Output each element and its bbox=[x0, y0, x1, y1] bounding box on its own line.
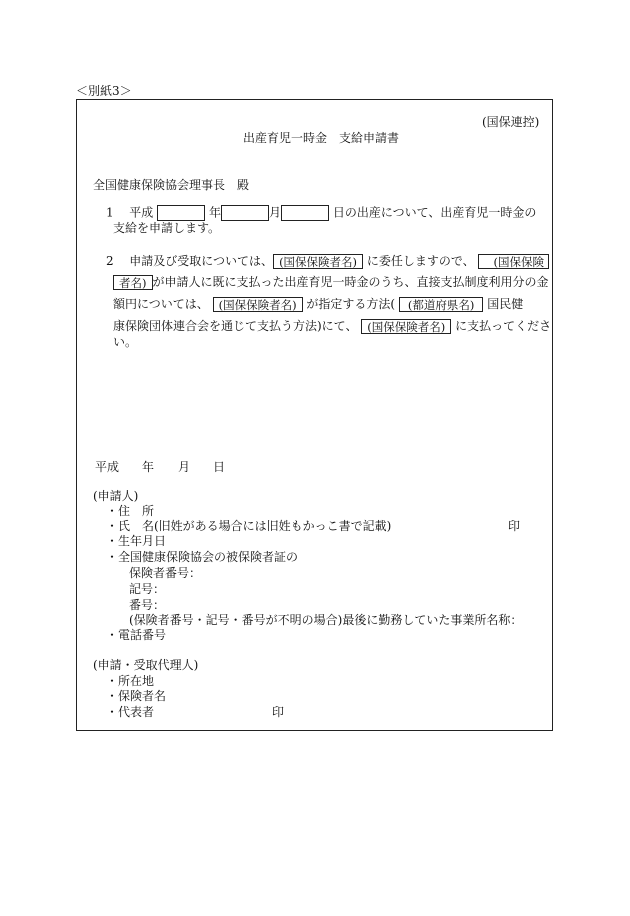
item2-text-1: 申請及び受取については、 bbox=[129, 254, 274, 268]
item2-text-4: 額円については、 bbox=[113, 297, 209, 311]
agent-insurer-name: ・保険者名 bbox=[106, 689, 167, 703]
item1-era: 平成 bbox=[129, 205, 154, 220]
applicant-unknown-case: (保険者番号・記号・番号が不明の場合)最後に勤務していた事業所名称： bbox=[129, 613, 523, 627]
item2-line2 bbox=[113, 275, 549, 290]
applicant-birthdate: ・生年月日 bbox=[106, 534, 167, 548]
item1-line2: 支給を申請します。 bbox=[113, 221, 221, 235]
date-line-month: 月 bbox=[178, 460, 191, 474]
form-title: 出産育児一時金 支給申請書 bbox=[243, 131, 400, 145]
item2-line1 bbox=[106, 254, 549, 269]
date-line-day: 日 bbox=[213, 460, 226, 474]
item1-number: 1 bbox=[106, 205, 114, 220]
item2-text-2: に委任しますので、 bbox=[366, 254, 475, 268]
agent-representative: ・代表者 bbox=[106, 705, 155, 719]
addressee: 全国健康保険協会理事長 殿 bbox=[93, 178, 250, 192]
birth-month-field[interactable] bbox=[221, 205, 269, 221]
date-line-era: 平成 bbox=[95, 460, 120, 474]
birth-year-field[interactable] bbox=[157, 205, 205, 221]
applicant-insurance-card: ・全国健康保険協会の被保険者証の bbox=[106, 550, 299, 564]
item2-line5: い。 bbox=[113, 335, 138, 349]
insurer-name-box-2a: (国保保険 bbox=[478, 254, 549, 269]
item1-year-label: 年 bbox=[208, 205, 221, 220]
insurer-name-box-2b: 者名) bbox=[113, 275, 153, 290]
federation-tag: (国保連控) bbox=[482, 115, 540, 129]
birth-day-field[interactable] bbox=[281, 205, 329, 221]
item2-text-8: に支払ってくださ bbox=[455, 319, 552, 333]
applicant-symbol: 記号： bbox=[129, 582, 166, 596]
item2-line3 bbox=[113, 297, 523, 312]
applicant-phone: ・電話番号 bbox=[106, 628, 167, 642]
item2-text-3: が申請人に既に支払った出産育児一時金のうち、直接支払制度利用分の金 bbox=[152, 275, 549, 289]
item2-text-7: 康保険団体連合会を通じて支払う方法)にて、 bbox=[113, 319, 358, 333]
date-line-year: 年 bbox=[142, 460, 155, 474]
agent-seal: 印 bbox=[272, 705, 285, 719]
item1-day-text: 日の出産について、出産育児一時金の bbox=[332, 205, 537, 220]
insurer-name-box-3: (国保保険者名) bbox=[213, 297, 303, 312]
prefecture-name-box: (都道府県名) bbox=[399, 297, 483, 312]
agent-location: ・所在地 bbox=[106, 674, 155, 688]
agent-heading: (申請・受取代理人) bbox=[93, 658, 199, 672]
insurer-name-box-4: (国保保険者名) bbox=[361, 319, 451, 334]
applicant-number: 番号： bbox=[129, 598, 166, 612]
page-label: ＜別紙3＞ bbox=[76, 84, 132, 98]
item2-text-6: 国民健 bbox=[487, 297, 524, 311]
item2-text-5: が指定する方法( bbox=[306, 297, 396, 311]
applicant-insurer-number: 保険者番号： bbox=[129, 566, 202, 580]
applicant-address: ・住 所 bbox=[106, 504, 155, 518]
item2-line4 bbox=[113, 319, 551, 334]
applicant-seal: 印 bbox=[508, 519, 521, 533]
item2-number: 2 bbox=[106, 254, 114, 268]
insurer-name-box-1: (国保保険者名) bbox=[273, 254, 363, 269]
applicant-heading: (申請人) bbox=[93, 489, 139, 503]
applicant-name: ・氏 名(旧姓がある場合には旧姓もかっこ書で記載) bbox=[106, 519, 392, 533]
item1-month-label: 月 bbox=[268, 205, 281, 220]
item1-line1 bbox=[106, 205, 536, 221]
